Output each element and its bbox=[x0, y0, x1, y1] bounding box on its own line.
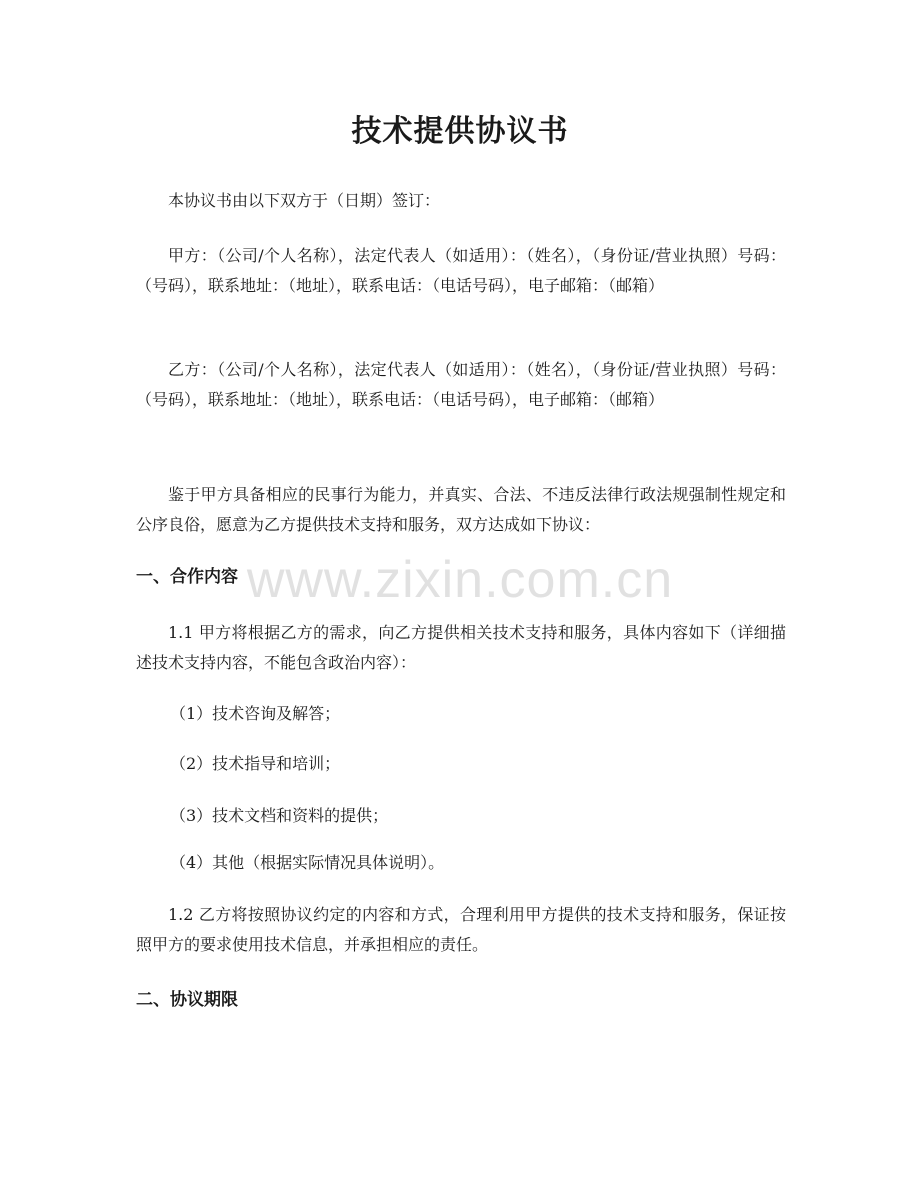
document-title: 技术提供协议书 bbox=[351, 114, 569, 149]
party-b-paragraph: 乙方：（公司/个人名称），法定代表人（如适用）：（姓名），（身份证/营业执照）号码：（号码），联系地址：（地址），联系电话：（电话号码），电子邮箱：（邮箱） bbox=[136, 360, 786, 409]
list-item: （3）技术文档和资料的提供； bbox=[170, 806, 389, 825]
list-item: （1）技术咨询及解答； bbox=[170, 704, 341, 723]
clause-1-2: 1.2 乙方将按照协议约定的内容和方式，合理利用甲方提供的技术支持和服务，保证按照甲方的要求使用技术信息，并承担相应的责任。 bbox=[136, 905, 786, 954]
list-item: （4）其他（根据实际情况具体说明）。 bbox=[170, 853, 445, 872]
watermark: www.zixin.com.cn bbox=[246, 551, 674, 609]
party-a-paragraph: 甲方：（公司/个人名称），法定代表人（如适用）：（姓名），（身份证/营业执照）号码：（号码），联系地址：（地址），联系电话：（电话号码），电子邮箱：（邮箱） bbox=[136, 246, 786, 295]
section-1-heading: 一、合作内容 bbox=[136, 567, 238, 587]
intro-paragraph: 本协议书由以下双方于（日期）签订： bbox=[168, 191, 441, 210]
section-2-heading: 二、协议期限 bbox=[136, 990, 238, 1010]
list-item: （2）技术指导和培训； bbox=[170, 754, 341, 773]
clause-1-1: 1.1 甲方将根据乙方的需求，向乙方提供相关技术支持和服务，具体内容如下（详细描述技术支持内容，不能包含政治内容）： bbox=[136, 623, 786, 672]
preamble-paragraph: 鉴于甲方具备相应的民事行为能力，并真实、合法、不违反法律行政法规强制性规定和公序良俗，愿意为乙方提供技术支持和服务，双方达成如下协议： bbox=[136, 485, 786, 534]
